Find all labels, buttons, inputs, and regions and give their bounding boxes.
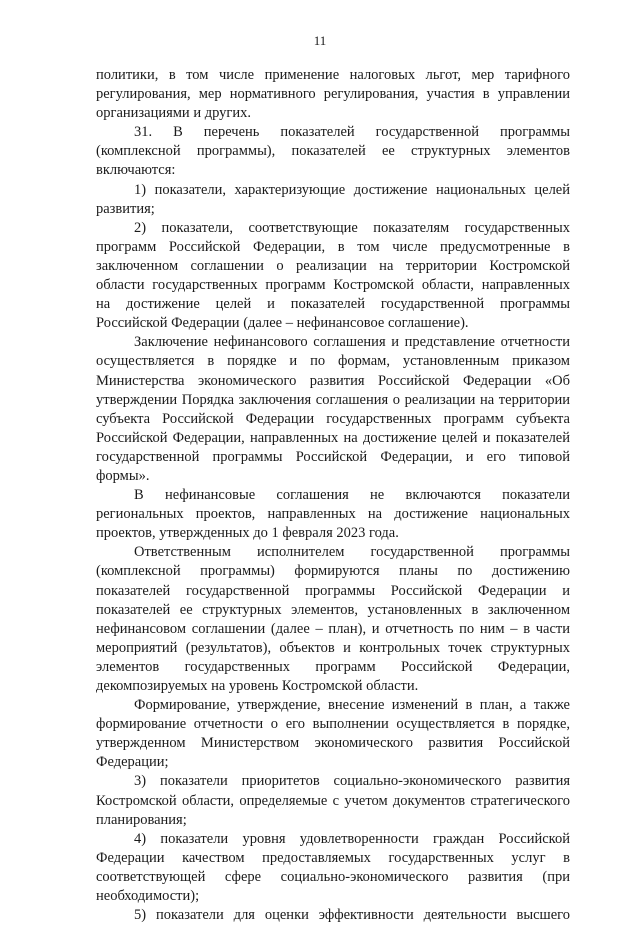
text-line: Костромской области, определяемые с учетом документов стратегического — [96, 792, 570, 809]
text-line: нефинансовом соглашении (далее – план), и отчетность по ним – в части — [96, 620, 570, 637]
text-line: 5) показатели для оценки эффективности деятельности высшего — [134, 907, 570, 924]
text-line: 4) показатели уровня удовлетворенности граждан Российской — [134, 830, 570, 847]
text-line: развития; — [96, 200, 155, 217]
text-line: Российской Федерации (далее – нефинансовое соглашение). — [96, 315, 469, 332]
text-line: 31. В перечень показателей государственной программы — [134, 124, 570, 141]
text-line: государственной программы Российской Федерации, и его типовой — [96, 448, 570, 465]
text-line: области государственных программ Костромской области, направленных — [96, 277, 570, 294]
text-line: Федерации качеством предоставляемых государственных услуг в — [96, 849, 570, 866]
text-line: Ответственным исполнителем государственной программы — [134, 544, 570, 561]
text-line: соответствующей сфере социально-экономического развития (при — [96, 868, 570, 885]
page-number: 11 — [313, 33, 327, 48]
text-line: элементов государственных программ Российской Федерации, — [96, 658, 570, 675]
text-line: необходимости); — [96, 888, 200, 905]
text-line: (комплексной программы), показателей ее структурных элементов — [96, 143, 570, 160]
text-line: политики, в том числе применение налоговых льгот, мер тарифного — [96, 67, 570, 83]
text-line: формы». — [96, 467, 150, 484]
text-line: Формирование, утверждение, внесение изменений в план, а также — [134, 697, 570, 714]
text-line: региональных проектов, направленных на достижение национальных — [96, 506, 570, 523]
text-line: показателей государственной программы Российской Федерации и — [96, 582, 570, 599]
text-line: Заключение нефинансового соглашения и представление отчетности — [134, 334, 570, 351]
text-line: проектов, утвержденных до 1 февраля 2023 года. — [96, 525, 399, 542]
text-line: программ Российской Федерации, в том числе предусмотренные в — [96, 238, 570, 255]
text-line: Федерации; — [96, 754, 169, 771]
text-line: осуществляется в порядке и по формам, установленным приказом — [96, 353, 570, 370]
text-line: утверждении Порядка заключения соглашения о реализации на территории — [96, 391, 570, 408]
text-line: 1) показатели, характеризующие достижение национальных целей — [134, 181, 570, 198]
text-line: (комплексной программы) формируются планы по достижению — [96, 563, 570, 580]
text-line: 2) показатели, соответствующие показателям государственных — [134, 219, 570, 236]
text-line: Министерства экономического развития Российской Федерации «Об — [96, 372, 570, 389]
text-line: включаются: — [96, 162, 176, 179]
text-line: утвержденном Министерством экономического развития Российской — [96, 735, 570, 752]
text-line: регулирования, мер нормативного регулирования, участия в управлении — [96, 86, 570, 103]
text-line: заключенном соглашении о реализации на территории Костромской — [96, 257, 570, 274]
text-line: мероприятий (результатов), объектов и контрольных точек структурных — [96, 639, 570, 656]
body-text — [96, 66, 570, 925]
text-line: декомпозируемых на уровень Костромской области. — [96, 678, 419, 694]
text-line: Российской Федерации, направленных на достижение целей и показателей — [96, 429, 570, 446]
text-line: планирования; — [96, 811, 187, 828]
text-line: организациями и других. — [96, 105, 251, 122]
text-line: 3) показатели приоритетов социально-экономического развития — [134, 773, 570, 790]
text-line: формирование отчетности о его выполнении осуществляется в порядке, — [96, 716, 570, 733]
text-line: субъекта Российской Федерации государственных программ субъекта — [96, 410, 570, 427]
text-line: показателей ее структурных элементов, установленных в заключенном — [96, 601, 570, 618]
text-line: В нефинансовые соглашения не включаются показатели — [134, 487, 570, 504]
text-line: на достижение целей и показателей государственной программы — [96, 296, 570, 313]
